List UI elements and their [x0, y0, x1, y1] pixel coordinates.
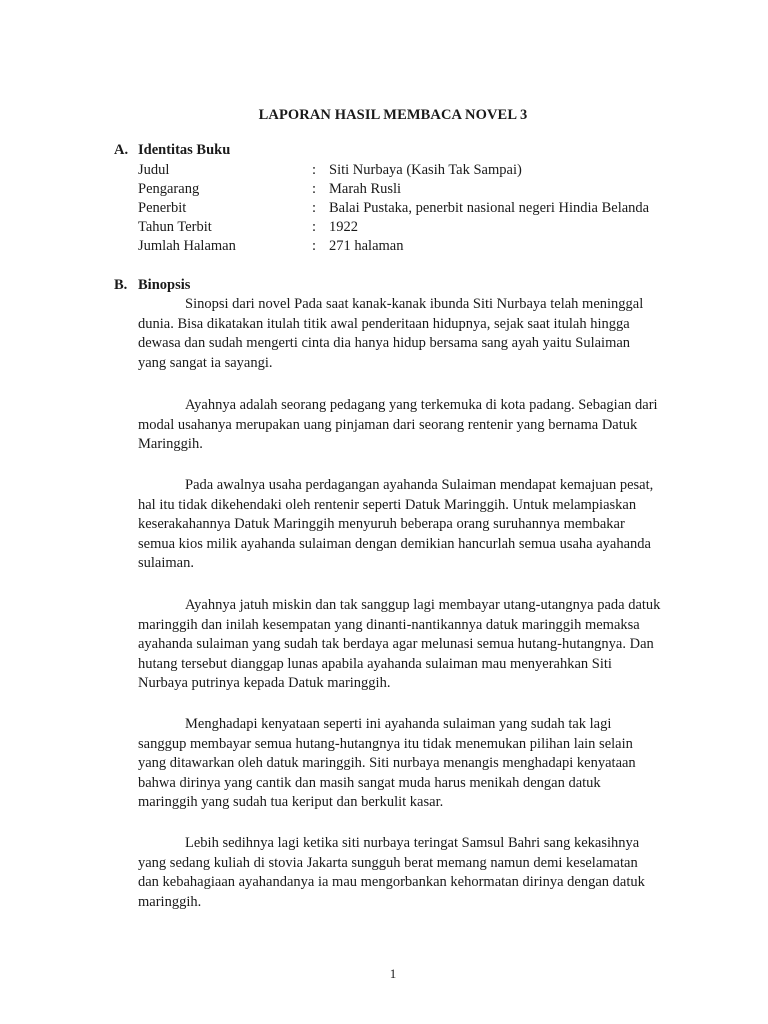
identity-colon: : — [312, 238, 317, 254]
section-a-heading — [114, 142, 230, 159]
identity-row-judul — [138, 161, 738, 180]
paragraph-line: Ayahnya adalah seorang pedagang yang terkemuka di kota padang. Sebagian dari — [185, 397, 658, 413]
identity-value: Balai Pustaka, penerbit nasional negeri Hindia Belanda — [329, 200, 650, 216]
identity-colon: : — [312, 181, 317, 197]
section-b-title: Binopsis — [138, 277, 191, 293]
identity-row-jumlah-halaman — [138, 237, 738, 256]
paragraph-line: keserakahannya Datuk Maringgih menyuruh beberapa orang suruhannya membakar — [138, 516, 625, 533]
paragraph-line: semua kios milik ayahanda sulaiman dengan demikian hancurlah semua usaha ayahanda — [138, 535, 651, 552]
identity-row-tahun-terbit — [138, 218, 738, 237]
synopsis-paragraph-2 — [138, 396, 700, 455]
identity-label: Penerbit — [138, 200, 187, 216]
paragraph-line: maringgih yang sudah tua keriput dan berkulit kasar. — [138, 794, 444, 811]
paragraph-line: sanggup membayar semua hutang-hutangnya itu tidak menemukan pilihan lain selain — [138, 735, 633, 752]
paragraph-line: yang sangat ia sayangi. — [138, 354, 273, 371]
paragraph-line: yang sedang kuliah di stovia Jakarta sungguh berat memang namun demi keselamatan — [138, 854, 638, 871]
paragraph-line: hutang tersebut dianggap lunas apabila ayahanda sulaiman mau menyerahkan Siti — [138, 655, 612, 672]
identity-row-pengarang — [138, 180, 738, 199]
paragraph-line: Sinopsi dari novel Pada saat kanak-kanak ibunda Siti Nurbaya telah meninggal — [185, 296, 644, 312]
synopsis-paragraph-6 — [138, 834, 700, 912]
paragraph-line: Maringgih. — [138, 436, 203, 453]
identity-label: Tahun Terbit — [138, 219, 212, 235]
identity-label: Pengarang — [138, 181, 200, 197]
paragraph-line: maringgih. — [138, 893, 202, 910]
paragraph-line: ayahanda sulaiman yang sudah tak berdaya agar melunasi semua hutang-hutangnya. Dan — [138, 636, 654, 653]
identity-value: 271 halaman — [329, 238, 404, 254]
paragraph-line: dewasa dan sudah mengerti cinta dia hanya hidup bersama sang ayah yaitu Sulaiman — [138, 335, 631, 352]
identity-colon: : — [312, 200, 317, 216]
synopsis-paragraph-4 — [138, 596, 700, 694]
paragraph-line: Lebih sedihnya lagi ketika siti nurbaya teringat Samsul Bahri sang kekasihnya — [185, 835, 640, 851]
identity-value: 1922 — [329, 219, 358, 235]
paragraph-line: dunia. Bisa dikatakan itulah titik awal penderitaan hidupnya, sejak saat itulah hingga — [138, 315, 630, 332]
section-b-heading — [114, 277, 190, 294]
identity-row-penerbit — [138, 199, 738, 218]
synopsis-paragraph-5 — [138, 715, 700, 813]
identity-colon: : — [312, 219, 317, 235]
synopsis-paragraph-3 — [138, 476, 700, 574]
paragraph-line: Menghadapi kenyataan seperti ini ayahanda sulaiman yang sudah tak lagi — [185, 716, 612, 732]
identity-label: Judul — [138, 162, 170, 178]
paragraph-line: modal usahanya merupakan uang pinjaman dari seorang rentenir yang bernama Datuk — [138, 416, 638, 433]
identity-value: Marah Rusli — [329, 181, 402, 197]
section-b-letter: B. — [114, 277, 128, 293]
paragraph-line: dan kebahagiaan ayahandanya ia mau mengorbankan kehormatan dirinya dengan datuk — [138, 874, 645, 891]
identity-colon: : — [312, 162, 317, 178]
paragraph-line: Pada awalnya usaha perdagangan ayahanda Sulaiman mendapat kemajuan pesat, — [185, 477, 654, 493]
synopsis-paragraph-1 — [138, 295, 700, 373]
paragraph-line: bahwa dirinya yang cantik dan masih sangat muda harus menikah dengan datuk — [138, 774, 601, 791]
paragraph-line: sulaiman. — [138, 555, 194, 572]
section-a-title: Identitas Buku — [138, 142, 231, 158]
paragraph-line: maringgih dan inilah kesempatan yang dinanti-nantikannya datuk maringgih memaksa — [138, 616, 640, 633]
paragraph-line: Nurbaya putrinya kepada Datuk maringgih. — [138, 675, 391, 692]
section-a-letter: A. — [114, 142, 129, 158]
paragraph-line: hal itu tidak dikehendaki oleh rentenir seperti Datuk Maringgih. Untuk melampiaskan — [138, 496, 637, 513]
identity-value: Siti Nurbaya (Kasih Tak Sampai) — [329, 162, 522, 178]
paragraph-line: Ayahnya jatuh miskin dan tak sanggup lagi membayar utang-utangnya pada datuk — [185, 597, 661, 613]
document-title: LAPORAN HASIL MEMBACA NOVEL 3 — [258, 107, 528, 123]
identity-label: Jumlah Halaman — [138, 238, 236, 254]
page-number: 1 — [389, 966, 397, 981]
paragraph-line: yang ditawarkan oleh datuk maringgih. Siti nurbaya menangis menghadapi kenyataan — [138, 755, 636, 772]
